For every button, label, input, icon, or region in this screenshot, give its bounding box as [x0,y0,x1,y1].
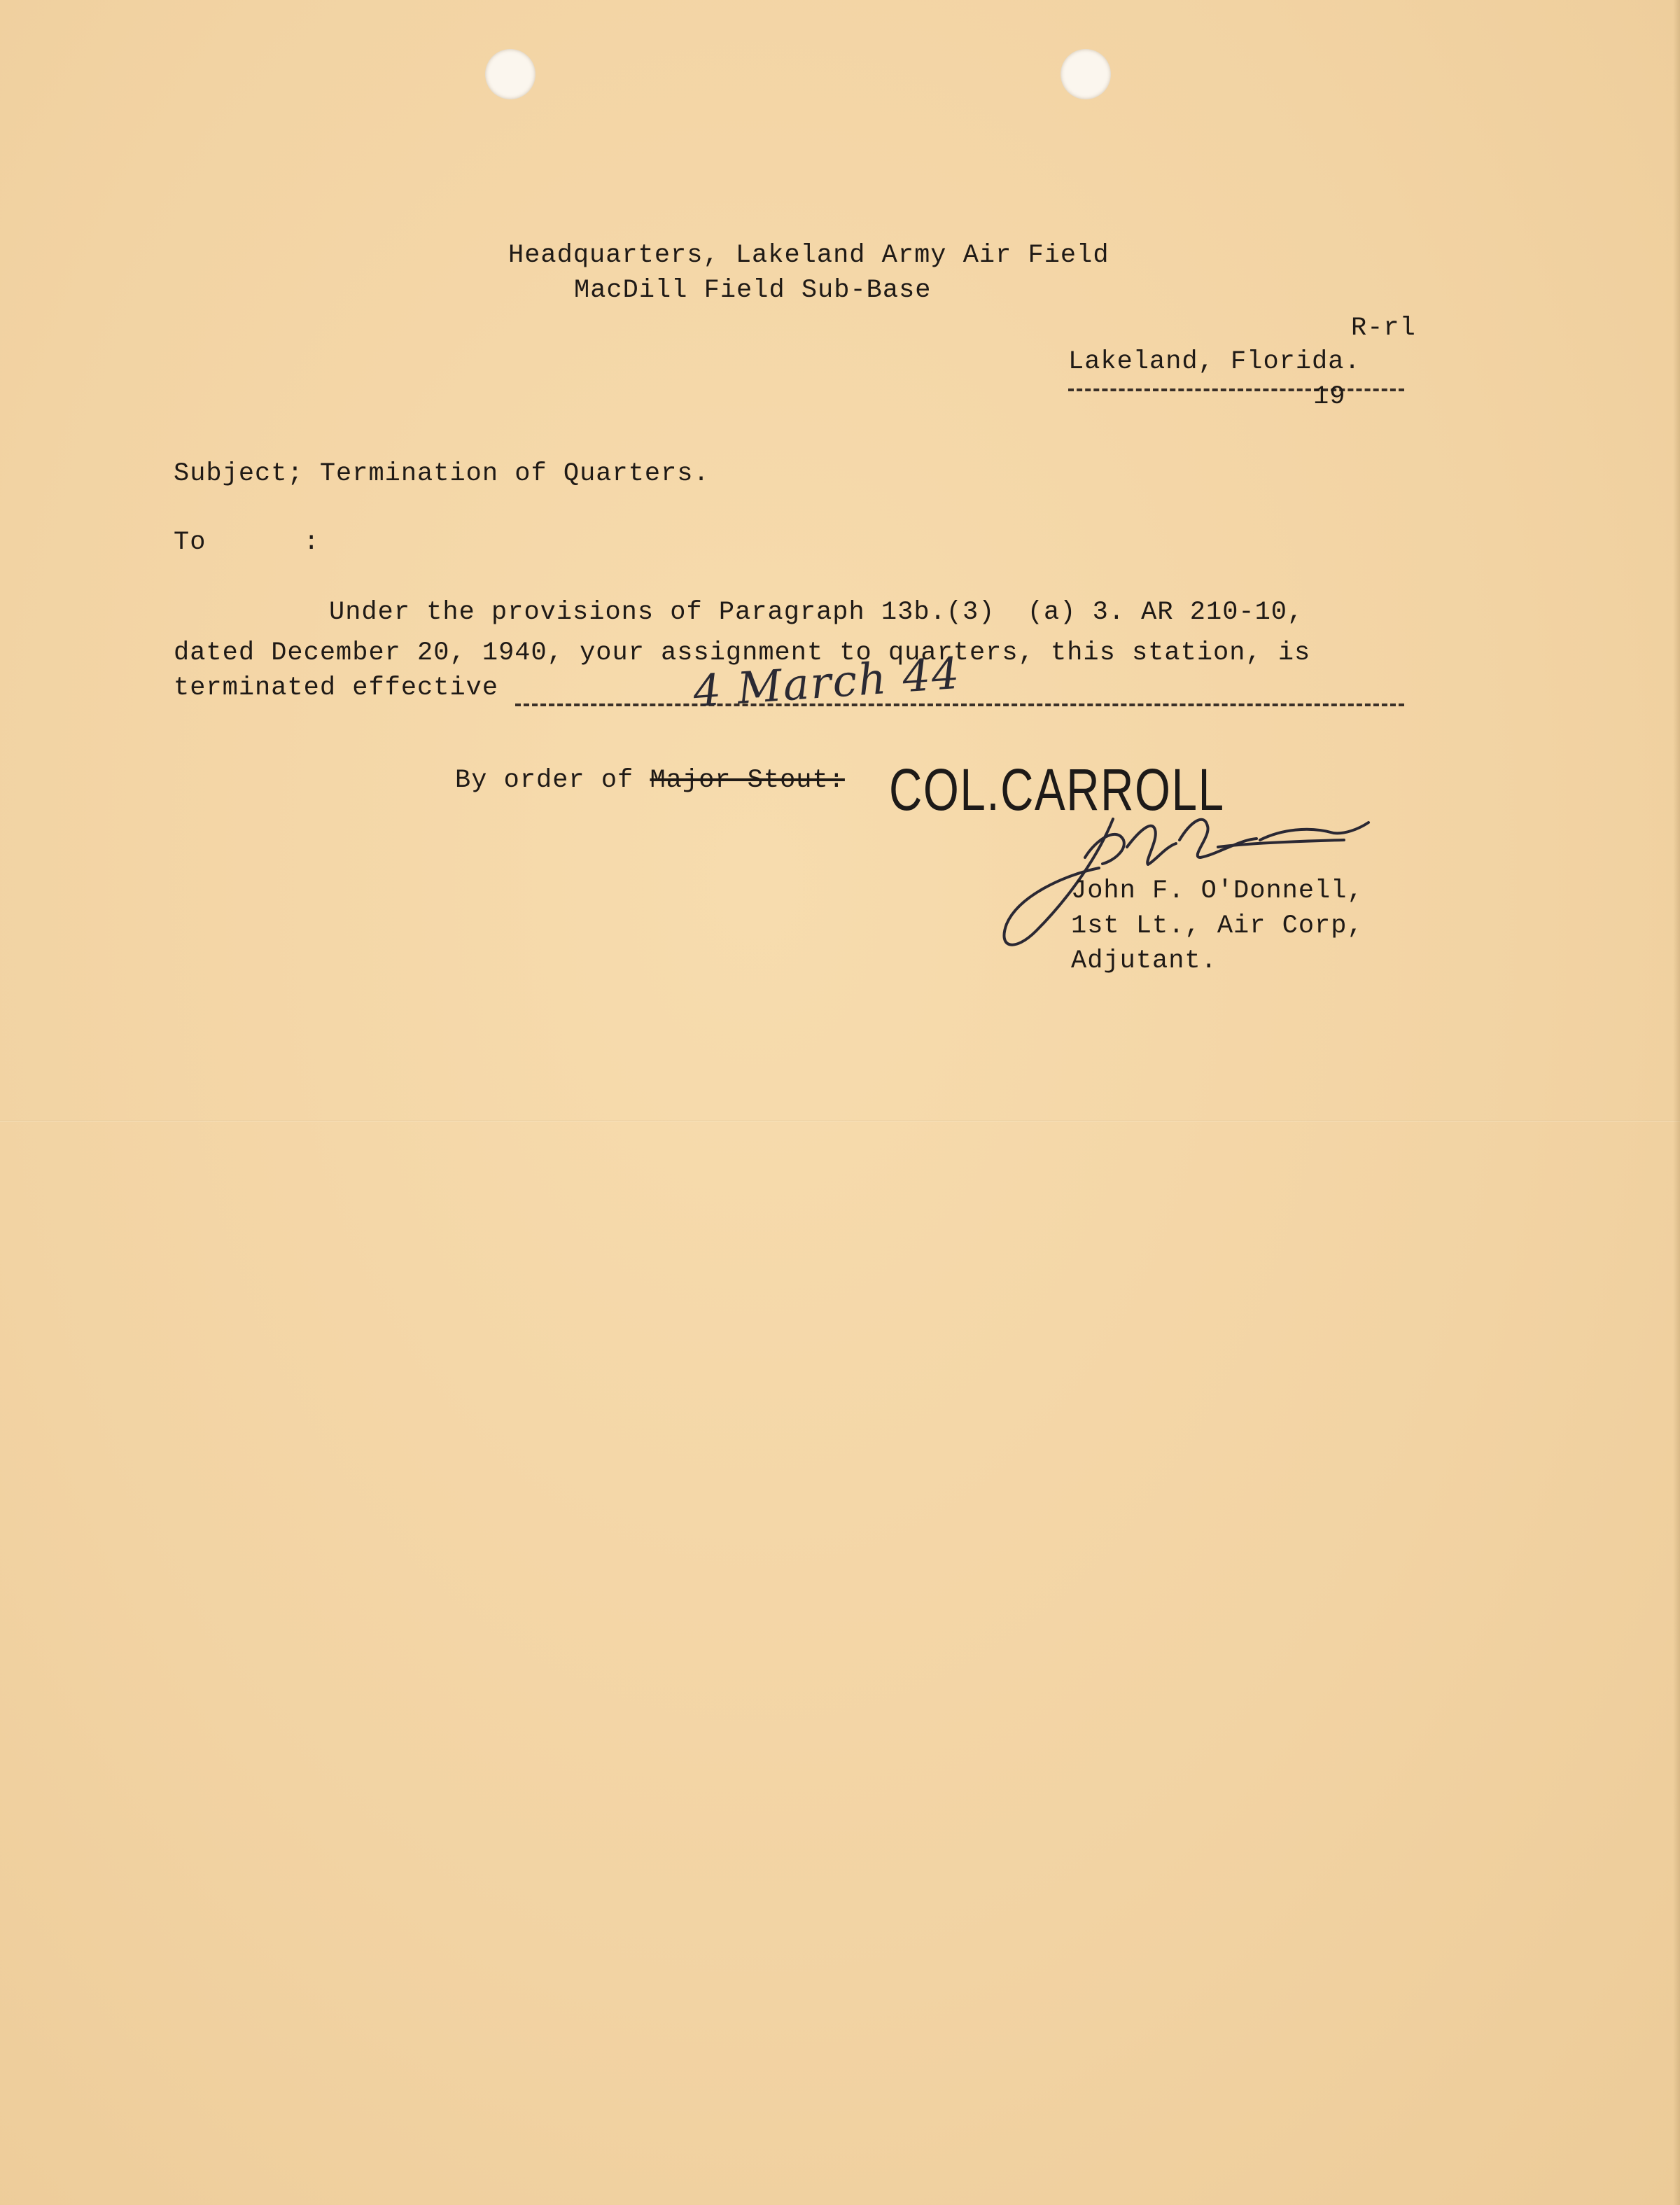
letterhead-line-1: Headquarters, Lakeland Army Air Field [508,241,1110,270]
signatory-name: John F. O'Donnell, [1071,876,1364,906]
body-line-3: terminated effective [174,673,499,703]
to-line: To : [174,528,320,557]
letterhead-line-2: MacDill Field Sub-Base [574,276,932,305]
effective-date-blank-line [515,702,1404,706]
signatory-title: Adjutant. [1071,946,1217,976]
handwritten-effective-date: 4 March 44 [691,647,962,718]
stamp-col-carroll: COL.CARROLL [889,757,1225,822]
body-line-2: dated December 20, 1940, your assignment to quarters, this station, is [174,638,1311,668]
reference-code: R-rl [1351,314,1416,343]
subject-line: Subject; Termination of Quarters. [174,459,710,489]
date-blank-line [1068,387,1404,391]
by-order-prefix: By order of [455,766,650,795]
punch-hole-right [1060,49,1111,99]
fold-crease [0,1120,1680,1122]
paper-edge [1673,0,1680,2205]
body-line-1: Under the provisions of Paragraph 13b.(3) (a) 3. AR 210-10, [329,598,1304,627]
date-year-prefix: 19 [1313,382,1346,412]
place-line: Lakeland, Florida. [1068,347,1361,377]
signatory-rank: 1st Lt., Air Corp, [1071,911,1364,941]
by-order-line [455,765,845,796]
punch-hole-left [485,49,536,99]
struck-out-name: Major Stout: [650,766,845,795]
